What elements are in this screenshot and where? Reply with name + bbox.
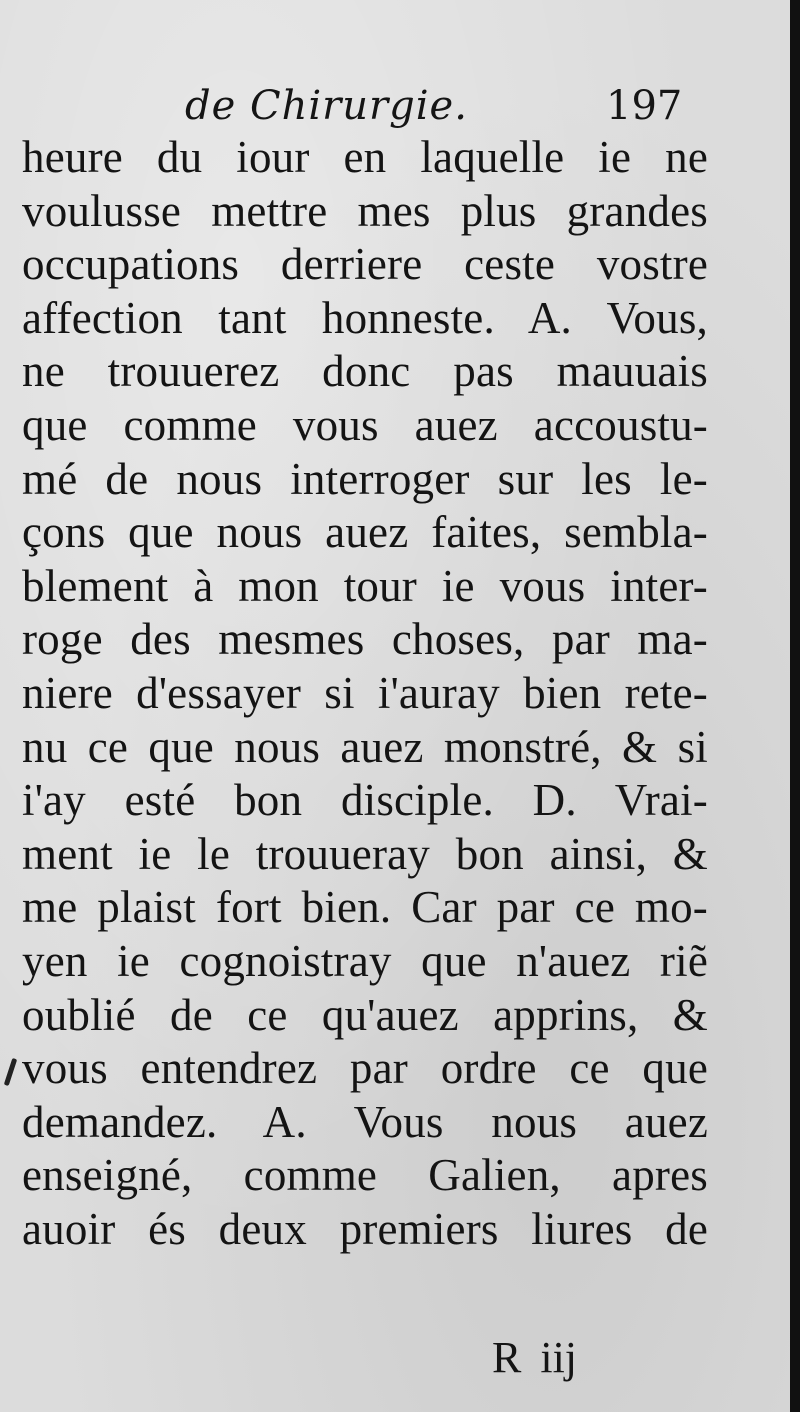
text-line: çons que nous auez faites, sembla- (22, 507, 708, 558)
text-line: voulusse mettre mes plus grandes (22, 185, 708, 236)
text-line: ne trouuerez donc pas mauuais (22, 346, 708, 397)
text-line: niere d'essayer si i'auray bien rete- (22, 667, 708, 718)
text-line: blement à mon tour ie vous inter- (22, 560, 708, 611)
running-title: de Chirurgie. (185, 83, 468, 129)
text-line: me plaist fort bien. Car par ce mo- (22, 882, 708, 933)
margin-mark (4, 1058, 17, 1086)
page-number: 197 (606, 83, 683, 129)
text-line: affection tant honneste. A. Vous, (22, 292, 708, 343)
signature-mark: R iij (492, 1333, 578, 1382)
text-line: que comme vous auez accoustu- (22, 399, 708, 450)
body-text (22, 131, 708, 1256)
text-line: occupations derriere ceste vostre (22, 239, 708, 290)
running-head (0, 78, 790, 138)
text-line: demandez. A. Vous nous auez (22, 1096, 708, 1147)
text-line: oublié de ce qu'auez apprins, & (22, 989, 708, 1040)
text-line: nu ce que nous auez monstré, & si (22, 721, 708, 772)
text-line: roge des mesmes choses, par ma- (22, 614, 708, 665)
page-edge (790, 0, 800, 1412)
text-line: heure du iour en laquelle ie ne (22, 132, 708, 182)
text-line: mé de nous interroger sur les le- (22, 453, 708, 504)
text-line: ment ie le trouueray bon ainsi, & (22, 828, 708, 879)
text-line: enseigné, comme Galien, apres (22, 1150, 708, 1201)
text-line: i'ay esté bon disciple. D. Vrai- (22, 775, 708, 826)
text-line: auoir és deux premiers liures de (22, 1203, 708, 1254)
text-line: yen ie cognoistray que n'auez riẽ (22, 935, 708, 986)
text-line: vous entendrez par ordre ce que (22, 1043, 708, 1094)
